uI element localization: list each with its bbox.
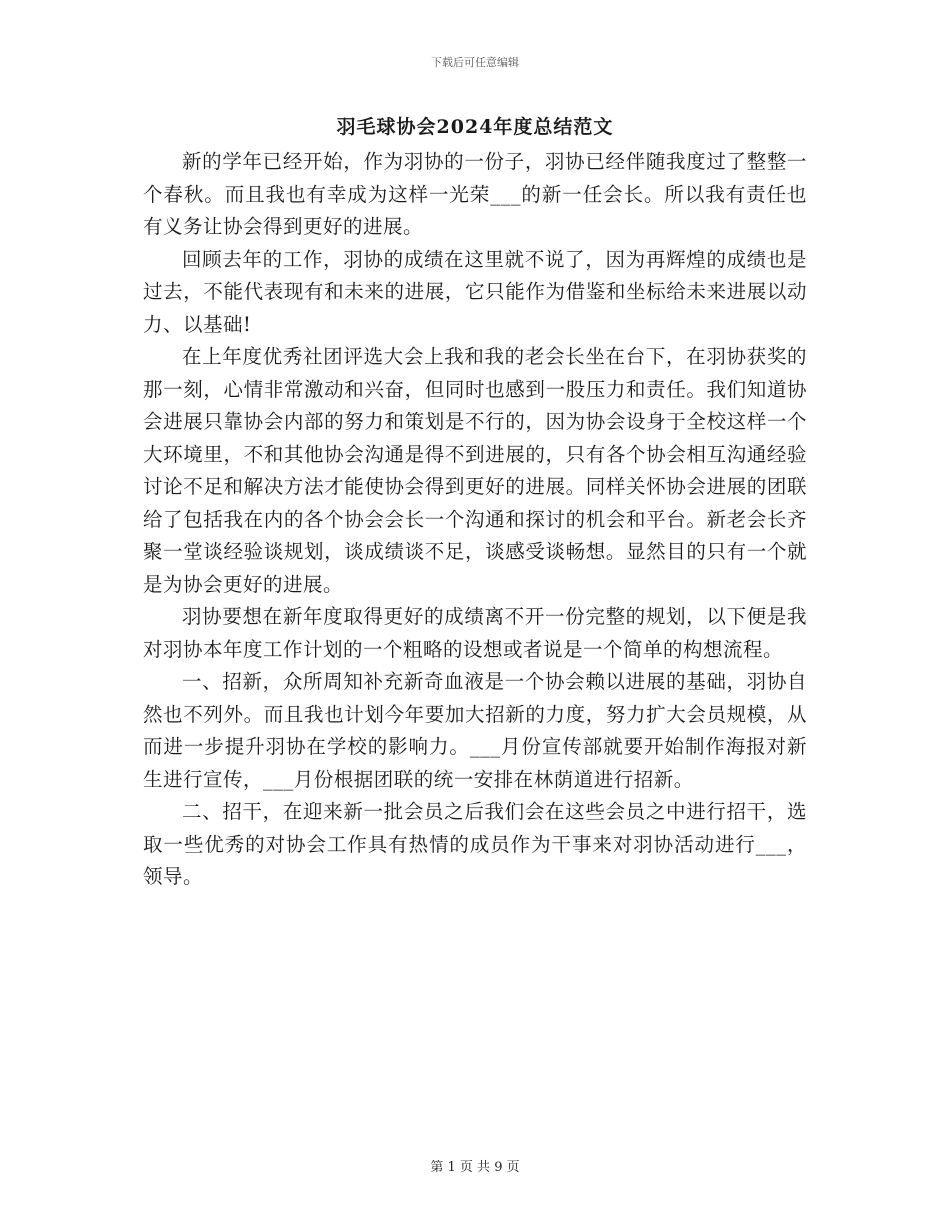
page-number: 第 1 页 共 9 页 [430,1160,520,1175]
header-note: 下载后可任意编辑 [431,56,519,69]
paragraph: 在上年度优秀社团评选大会上我和我的老会长坐在台下，在羽协获奖的那一刻，心情非常激动和兴奋，但同时也感到一股压力和责任。我们知道协会进展只靠协会内部的努力和策划是不行的，因为协会设身于全校这样一个大环境里，不和其他协会沟通是得不到进展的，只有各个协会相互沟通经验讨论不足和解决方法才能使协会得到更好的进展。同样关怀协会进展的团联给了包括我在内的各个协会会长一个沟通和探讨的机会和平台。新老会长齐聚一堂谈经验谈规划，谈成绩谈不足，谈感受谈畅想。显然目的只有一个就是为协会更好的进展。 [143,345,807,596]
paragraph: 二、招干，在迎来新一批会员之后我们会在这些会员之中进行招干，选取一些优秀的对协会工作具有热情的成员作为干事来对羽协活动进行___，领导。 [143,800,807,888]
paragraph: 回顾去年的工作，羽协的成绩在这里就不说了，因为再辉煌的成绩也是过去，不能代表现有和未来的进展，它只能作为借鉴和坐标给未来进展以动力、以基础! [143,247,807,336]
document-body [143,146,807,894]
paragraph: 一、招新，众所周知补充新奇血液是一个协会赖以进展的基础，羽协自然也不列外。而且我也计划今年要加大招新的力度，努力扩大会员规模，从而进一步提升羽协在学校的影响力。___月份宣传部就要开始制作海报对新生进行宣传，___月份根据团联的统一安排在林荫道进行招新。 [143,670,807,791]
paragraph: 羽协要想在新年度取得更好的成绩离不开一份完整的规划，以下便是我对羽协本年度工作计划的一个粗略的设想或者说是一个简单的构想流程。 [143,605,807,661]
paragraph: 新的学年已经开始，作为羽协的一份子，羽协已经伴随我度过了整整一个春秋。而且我也有幸成为这样一光荣___的新一任会长。所以我有责任也有义务让协会得到更好的进展。 [143,150,807,238]
document-title: 羽毛球协会2024年度总结范文 [336,116,614,138]
